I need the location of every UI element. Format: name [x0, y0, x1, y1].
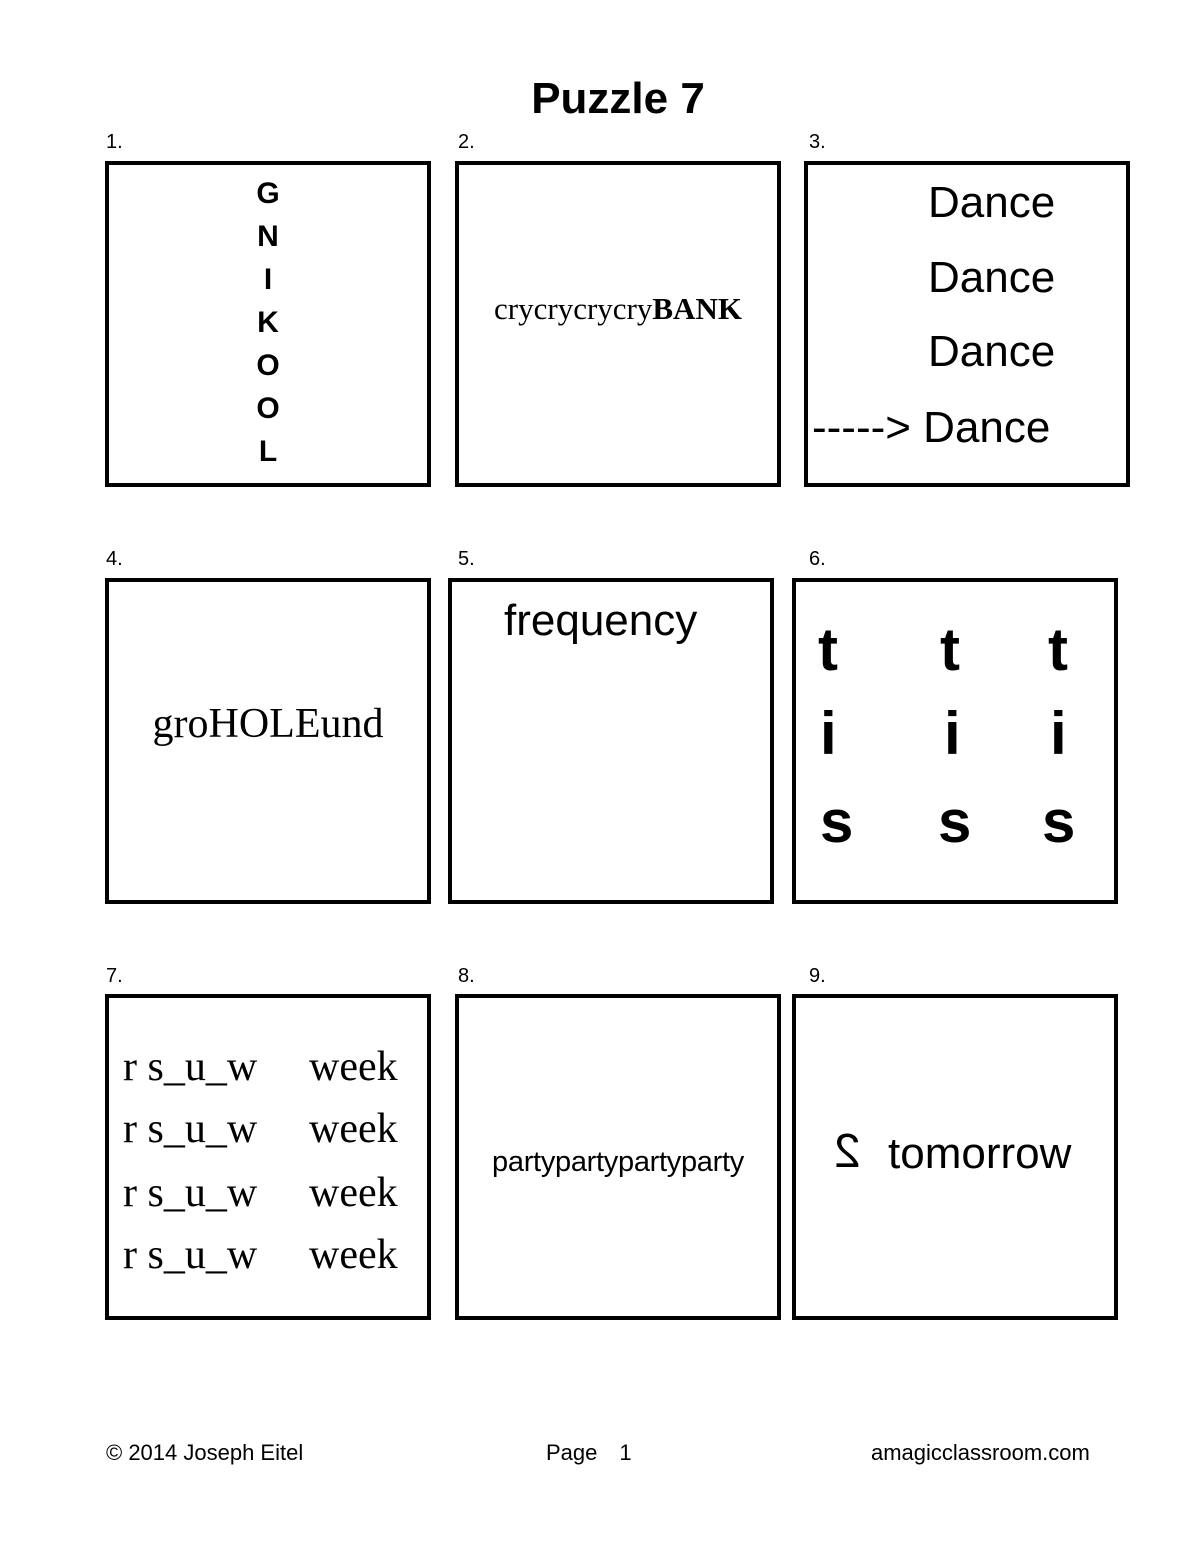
- puzzle-7-right-text: week: [309, 1170, 398, 1216]
- puzzle-1-letter: I: [263, 263, 273, 296]
- puzzle-1-letter: L: [258, 435, 278, 468]
- puzzle-7-box: [105, 994, 431, 1320]
- puzzle-9-number: 9.: [809, 965, 826, 987]
- puzzle-2-cry-text: crycrycrycry: [494, 291, 653, 326]
- puzzle-7-row: [123, 1170, 398, 1216]
- puzzle-6-letter: i: [1050, 700, 1067, 767]
- puzzle-9-text: tomorrow: [888, 1129, 1072, 1178]
- puzzle-6-letter: s: [820, 788, 854, 855]
- puzzle-6-letter: t: [818, 616, 838, 683]
- puzzle-6-letter: t: [940, 616, 960, 683]
- page-title: Puzzle 7: [531, 74, 705, 123]
- puzzle-3-arrow-line: -----> Dance: [812, 403, 1051, 452]
- puzzle-7-left-text: r s_u_w: [123, 1170, 258, 1216]
- puzzle-1-letter: O: [256, 392, 280, 425]
- footer-page: [546, 1440, 632, 1466]
- puzzle-6-box: [792, 578, 1118, 904]
- puzzle-1-letter: N: [257, 220, 279, 253]
- puzzle-7-right-text: week: [309, 1232, 398, 1278]
- puzzle-9-mirrored-digit: 2: [834, 1125, 861, 1178]
- puzzle-7-left-text: r s_u_w: [123, 1044, 258, 1090]
- puzzle-7-left-text: r s_u_w: [123, 1106, 258, 1152]
- puzzle-3-line: Dance: [928, 327, 1056, 376]
- puzzle-8-box: [455, 994, 781, 1320]
- puzzle-3-box: [804, 161, 1130, 487]
- puzzle-4-text: groHOLEund: [152, 701, 384, 747]
- puzzle-8-text: partypartypartyparty: [492, 1146, 744, 1178]
- puzzle-1-letter: G: [256, 177, 280, 210]
- puzzle-3-line: Dance: [928, 253, 1056, 302]
- puzzle-7-row: [123, 1232, 398, 1278]
- footer-website: amagicclassroom.com: [871, 1440, 1090, 1465]
- puzzle-2-bank-text: BANK: [652, 291, 742, 326]
- puzzle-6-letter: t: [1048, 616, 1068, 683]
- puzzle-6-letter: i: [820, 700, 837, 767]
- puzzle-7-number: 7.: [106, 965, 123, 987]
- puzzle-6-letter: s: [938, 788, 972, 855]
- puzzle-7-row: [123, 1106, 398, 1152]
- puzzle-4-number: 4.: [106, 548, 123, 570]
- puzzle-1-letter: K: [257, 306, 279, 339]
- puzzle-2-text: [459, 291, 777, 327]
- footer-copyright: © 2014 Joseph Eitel: [106, 1440, 304, 1465]
- footer-page-label: Page: [546, 1440, 598, 1465]
- puzzle-7-left-text: r s_u_w: [123, 1232, 258, 1278]
- puzzle-5-box: [448, 578, 774, 904]
- puzzle-1-number: 1.: [106, 131, 123, 153]
- puzzle-1-box: [105, 161, 431, 487]
- puzzle-5-text: frequency: [504, 596, 698, 645]
- puzzle-7-right-text: week: [309, 1044, 398, 1090]
- puzzle-9-box: [792, 994, 1118, 1320]
- puzzle-1-letter: O: [256, 349, 280, 382]
- puzzle-8-number: 8.: [458, 965, 475, 987]
- puzzle-6-number: 6.: [809, 548, 826, 570]
- puzzle-2-box: [455, 161, 781, 487]
- puzzle-3-number: 3.: [809, 131, 826, 153]
- puzzle-3-line: Dance: [928, 178, 1056, 227]
- footer-page-number: 1: [619, 1440, 632, 1465]
- puzzle-6-letter: s: [1042, 788, 1076, 855]
- puzzle-6-letter: i: [944, 700, 961, 767]
- puzzle-2-number: 2.: [458, 131, 475, 153]
- puzzle-4-box: [105, 578, 431, 904]
- puzzle-5-number: 5.: [458, 548, 475, 570]
- puzzle-7-row: [123, 1044, 398, 1090]
- puzzle-7-right-text: week: [309, 1106, 398, 1152]
